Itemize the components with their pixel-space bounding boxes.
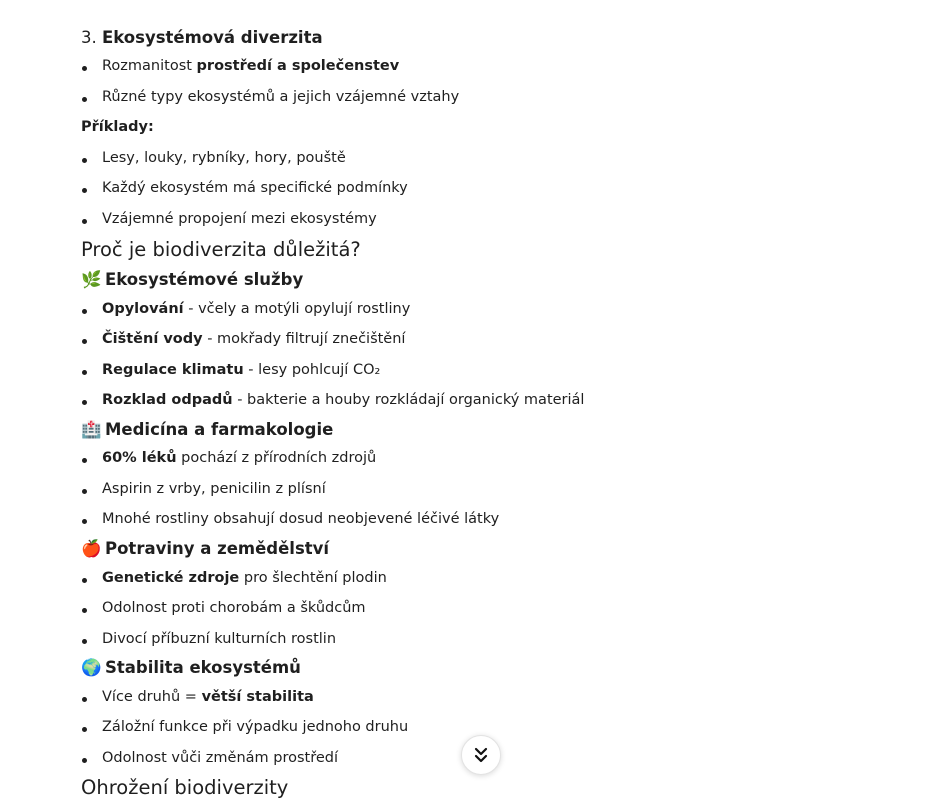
list-item-text: Každý ekosystém má specifické podmínky xyxy=(102,180,408,196)
heading-ecosystem-services xyxy=(81,270,303,290)
heading-food xyxy=(81,539,329,559)
list-item-bold: Čištění vody xyxy=(102,331,203,347)
list-item-text: Lesy, louky, rybníky, hory, pouště xyxy=(102,150,346,166)
heading-stability xyxy=(81,658,301,678)
list-item-text: - bakterie a houby rozkládají organický materiál xyxy=(232,392,585,408)
section-title: Ekosystémová diverzita xyxy=(102,28,323,47)
herb-icon: 🌿 xyxy=(81,270,102,289)
scroll-to-bottom-button[interactable] xyxy=(461,735,501,775)
subheading-title: Stabilita ekosystémů xyxy=(105,658,301,677)
list-item-text: Aspirin z vrby, penicilin z plísní xyxy=(102,481,326,497)
subheading-title: Medicína a farmakologie xyxy=(105,420,334,439)
list-item-bold: prostředí a společenstev xyxy=(196,58,400,74)
subheading-title: Potraviny a zemědělství xyxy=(105,539,330,558)
section-number: 3. xyxy=(81,28,97,47)
double-chevron-down-icon xyxy=(472,746,490,764)
list-item-bold: Regulace klimatu xyxy=(102,362,244,378)
list-item-text: Záložní funkce při výpadku jednoho druhu xyxy=(102,719,409,735)
list-item-text: Vzájemné propojení mezi ekosystémy xyxy=(102,211,377,227)
hospital-icon: 🏥 xyxy=(81,420,102,439)
next-heading-partial: Ohrožení biodiverzity xyxy=(81,776,289,799)
list-item-bold: Opylování xyxy=(102,301,184,317)
list-item-text: pro šlechtění plodin xyxy=(239,570,387,586)
list-item-text: Různé typy ekosystémů a jejich vzájemné vztahy xyxy=(102,89,460,105)
list-item-bold: Genetické zdroje xyxy=(102,570,240,586)
apple-icon: 🍎 xyxy=(81,539,102,558)
list-item-text: Více druhů = xyxy=(102,689,202,705)
examples-label: Příklady: xyxy=(81,119,154,135)
list-item-bold: Rozklad odpadů xyxy=(102,392,233,408)
list-item-text: pochází z přírodních zdrojů xyxy=(176,450,377,466)
list-item-bold: větší stabilita xyxy=(201,689,314,705)
heading-medicine xyxy=(81,420,333,440)
list-item-text: - mokřady filtrují znečištění xyxy=(202,331,406,347)
list-item-text: Divocí příbuzní kulturních rostlin xyxy=(102,631,337,647)
list-item-text: Rozmanitost xyxy=(102,58,197,74)
list-item-text: - lesy pohlcují CO₂ xyxy=(243,362,381,378)
globe-icon: 🌍 xyxy=(81,658,102,677)
subheading-title: Ekosystémové služby xyxy=(105,270,304,289)
section-heading-ecosystem-diversity xyxy=(81,28,323,47)
list-item-text: Mnohé rostliny obsahují dosud neobjevené léčivé látky xyxy=(102,511,500,527)
list-item-text: Odolnost proti chorobám a škůdcům xyxy=(102,600,366,616)
list-item-text: Odolnost vůči změnám prostředí xyxy=(102,750,339,766)
list-item-text: - včely a motýli opylují rostliny xyxy=(183,301,411,317)
heading-why-important: Proč je biodiverzita důležitá? xyxy=(81,238,361,261)
list-item-bold: 60% léků xyxy=(102,450,177,466)
